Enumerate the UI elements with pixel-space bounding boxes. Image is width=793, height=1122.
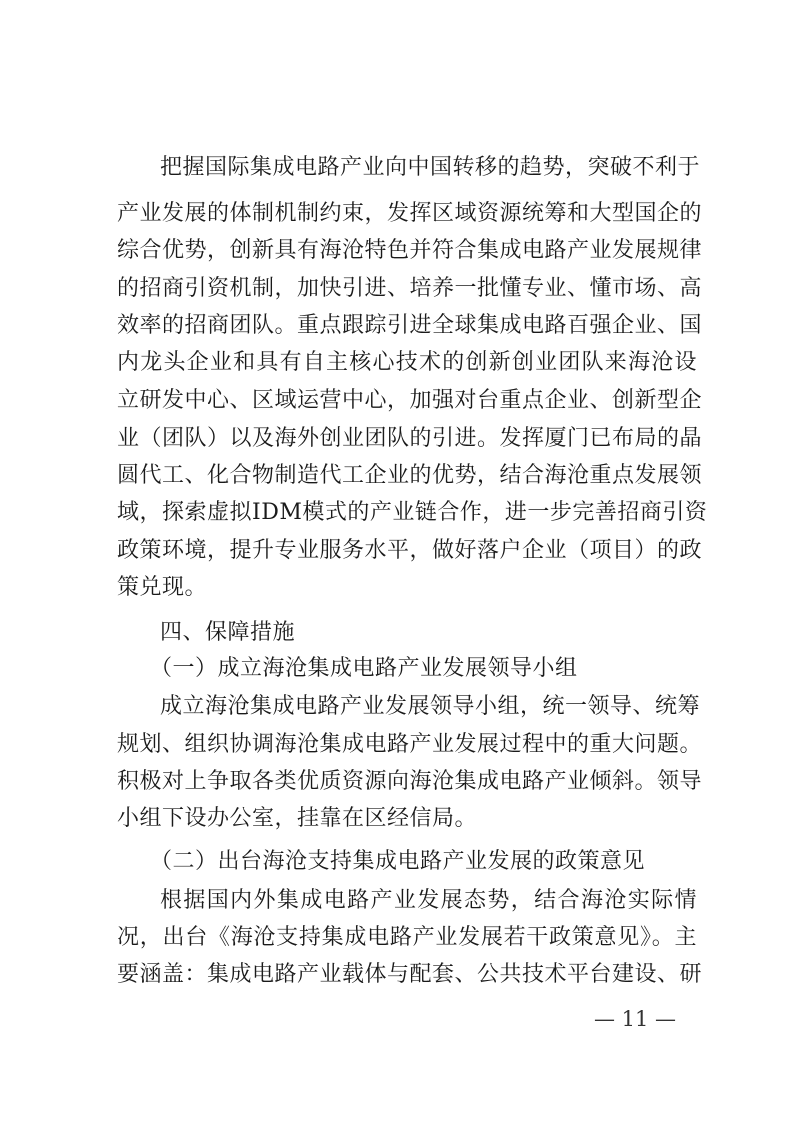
paragraph-line: 的招商引资机制，加快引进、培养一批懂专业、懂市场、高: [117, 276, 703, 301]
paragraph-line: 策兑现。: [117, 575, 208, 600]
page-number: — 11 —: [593, 1007, 677, 1031]
paragraph-line: 政策环境，提升专业服务水平，做好落户企业（项目）的政: [117, 538, 703, 563]
paragraph-line: 况，出台《海沧支持集成电路产业发展若干政策意见》。主: [117, 925, 697, 950]
paragraph-line: 立研发中心、区域运营中心，加强对台重点企业、创新型企: [117, 388, 703, 413]
paragraph-line: 业（团队）以及海外创业团队的引进。发挥厦门已布局的晶: [117, 426, 703, 451]
paragraph-line: 规划、组织协调海沧集成电路产业发展过程中的重大问题。: [117, 732, 703, 757]
paragraph-line: 圆代工、化合物制造代工企业的优势，结合海沧重点发展领: [117, 463, 703, 488]
paragraph-line: 要涵盖：集成电路产业载体与配套、公共技术平台建设、研: [117, 962, 703, 987]
paragraph-line: 域，探索虚拟IDM模式的产业链合作，进一步完善招商引资: [117, 500, 708, 525]
paragraph-line: 小组下设办公室，挂靠在区经信局。: [117, 806, 478, 831]
paragraph-line: 产业发展的体制机制约束，发挥区域资源统筹和大型国企的: [117, 201, 703, 226]
section-heading: 四、保障措施: [160, 620, 296, 645]
paragraph-line: 成立海沧集成电路产业发展领导小组，统一领导、统筹: [160, 694, 701, 719]
paragraph-line: 根据国内外集成电路产业发展态势，结合海沧实际情: [160, 888, 697, 913]
paragraph-line: 内龙头企业和具有自主核心技术的创新创业团队来海沧设: [117, 350, 697, 375]
paragraph-line: 把握国际集成电路产业向中国转移的趋势，突破不利于: [160, 155, 701, 180]
subsection-heading: （一）成立海沧集成电路产业发展领导小组: [150, 656, 578, 681]
subsection-heading: （二）出台海沧支持集成电路产业发展的政策意见: [150, 849, 646, 874]
paragraph-line: 积极对上争取各类优质资源向海沧集成电路产业倾斜。领导: [117, 769, 703, 794]
paragraph-line: 综合优势，创新具有海沧特色并符合集成电路产业发展规律: [117, 238, 703, 263]
paragraph-line: 效率的招商团队。重点跟踪引进全球集成电路百强企业、国: [117, 313, 703, 338]
